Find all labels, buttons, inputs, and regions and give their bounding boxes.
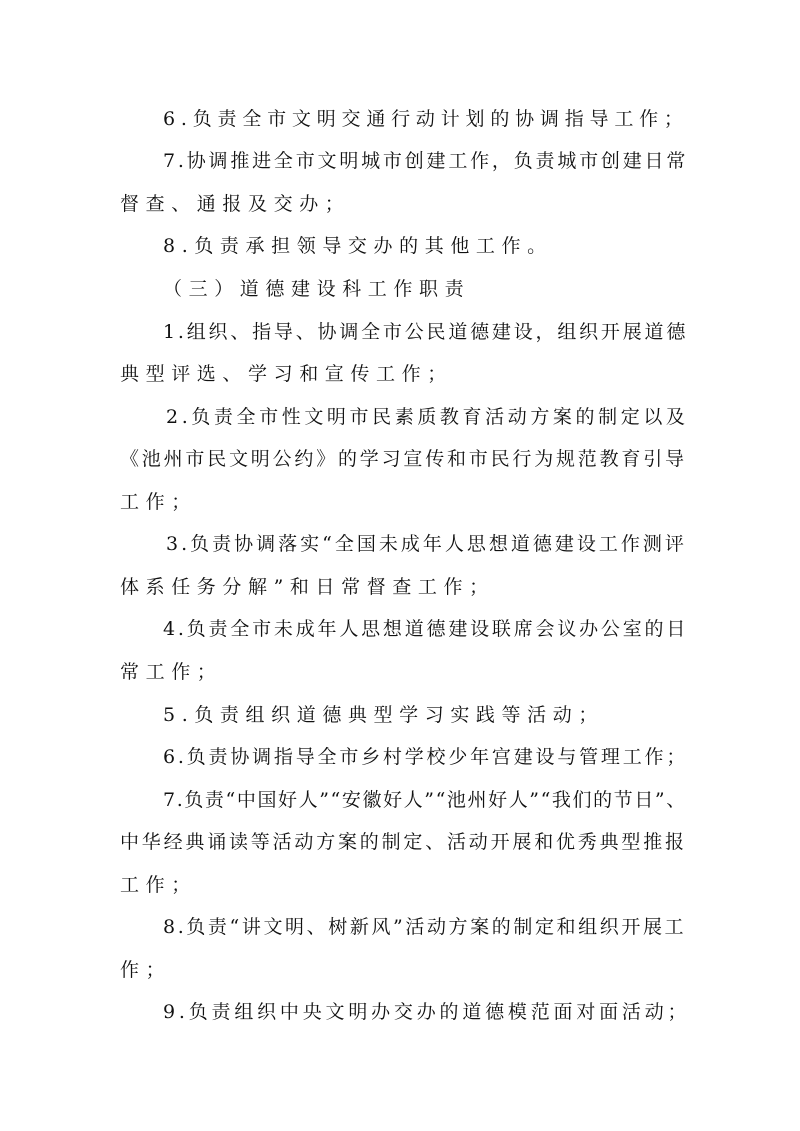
text-line-12: 体系任务分解”和日常督查工作；: [120, 576, 495, 598]
text-line-4: 8.负责承担领导交办的其他工作。: [163, 235, 553, 257]
text-line-3: 督查、通报及交办；: [120, 193, 351, 215]
section-heading: （三）道德建设科工作职责: [163, 278, 471, 300]
text-line-10: 工作；: [120, 491, 197, 513]
text-line-13: 4.负责全市未成年人思想道德建设联席会议办公室的日: [163, 618, 689, 640]
text-line-20: 8.负责“讲文明、树新风”活动方案的制定和组织开展工: [163, 916, 687, 938]
text-line-14: 常工作；: [120, 661, 223, 683]
text-line-7: 典型评选、学习和宣传工作；: [120, 363, 453, 385]
text-line-1: 6.负责全市文明交通行动计划的协调指导工作；: [163, 108, 689, 130]
text-line-18: 中华经典诵读等活动方案的制定、活动开展和优秀典型推报: [120, 831, 687, 853]
text-line-16: 6.负责协调指导全市乡村学校少年宫建设与管理工作；: [163, 746, 689, 768]
text-line-2: 7.协调推进全市文明城市创建工作，负责城市创建日常: [163, 150, 689, 172]
text-line-8: 2.负责全市性文明市民素质教育活动方案的制定以及: [166, 406, 689, 428]
text-line-15: 5.负责组织道德典型学习实践等活动；: [163, 704, 604, 726]
text-line-19: 工作；: [120, 874, 197, 896]
text-line-17: 7.负责“中国好人”“安徽好人”“池州好人”“我们的节日”、: [163, 789, 687, 811]
text-line-11: 3.负责协调落实“全国未成年人思想道德建设工作测评: [166, 533, 687, 555]
text-line-21: 作；: [120, 959, 172, 981]
text-line-9: 《池州市民文明公约》的学习宣传和市民行为规范教育引导: [120, 448, 687, 470]
text-line-6: 1.组织、指导、协调全市公民道德建设，组织开展道德: [163, 321, 689, 343]
text-line-22: 9.负责组织中央文明办交办的道德模范面对面活动；: [163, 1001, 691, 1023]
